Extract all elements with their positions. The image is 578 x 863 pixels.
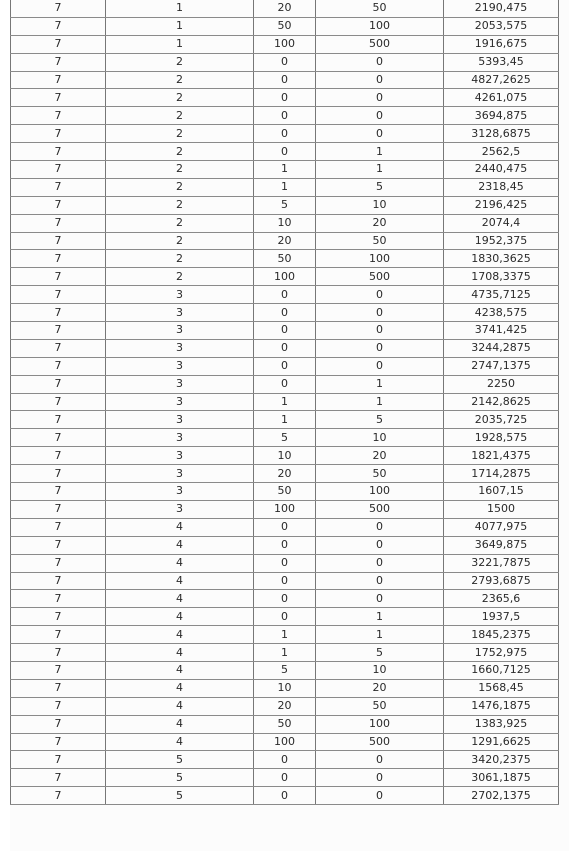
table-row — [11, 465, 559, 483]
col-d-cell: 0 — [316, 339, 444, 357]
col-d-cell: 500 — [316, 268, 444, 286]
col-d-cell: 0 — [316, 787, 444, 805]
col-b-cell: 3 — [106, 429, 254, 447]
table-row — [11, 644, 559, 662]
table-row — [11, 196, 559, 214]
table-row — [11, 322, 559, 340]
col-e-cell: 5393,45 — [444, 53, 559, 71]
col-c-cell: 0 — [254, 375, 316, 393]
col-b-cell: 4 — [106, 626, 254, 644]
col-c-cell: 0 — [254, 339, 316, 357]
col-b-cell: 3 — [106, 375, 254, 393]
col-b-cell: 4 — [106, 715, 254, 733]
col-c-cell: 1 — [254, 411, 316, 429]
col-c-cell: 0 — [254, 357, 316, 375]
col-b-cell: 4 — [106, 590, 254, 608]
col-d-cell: 0 — [316, 536, 444, 554]
col-e-cell: 3128,6875 — [444, 125, 559, 143]
col-a-cell: 7 — [11, 483, 106, 501]
col-a-cell: 7 — [11, 35, 106, 53]
table-row — [11, 769, 559, 787]
col-b-cell: 3 — [106, 393, 254, 411]
col-c-cell: 20 — [254, 465, 316, 483]
col-d-cell: 0 — [316, 53, 444, 71]
col-e-cell: 2250 — [444, 375, 559, 393]
col-d-cell: 1 — [316, 375, 444, 393]
table-row — [11, 697, 559, 715]
col-b-cell: 5 — [106, 751, 254, 769]
col-b-cell: 4 — [106, 608, 254, 626]
table-row — [11, 214, 559, 232]
table-row — [11, 733, 559, 751]
col-a-cell: 7 — [11, 53, 106, 71]
col-b-cell: 4 — [106, 733, 254, 751]
col-e-cell: 4238,575 — [444, 304, 559, 322]
col-c-cell: 20 — [254, 232, 316, 250]
col-a-cell: 7 — [11, 590, 106, 608]
table-row — [11, 35, 559, 53]
col-a-cell: 7 — [11, 107, 106, 125]
col-b-cell: 3 — [106, 304, 254, 322]
table-row — [11, 161, 559, 179]
col-e-cell: 2562,5 — [444, 143, 559, 161]
col-a-cell: 7 — [11, 429, 106, 447]
col-b-cell: 2 — [106, 161, 254, 179]
col-e-cell: 1952,375 — [444, 232, 559, 250]
col-e-cell: 2190,475 — [444, 0, 559, 17]
table-row — [11, 375, 559, 393]
col-d-cell: 0 — [316, 125, 444, 143]
col-e-cell: 1291,6625 — [444, 733, 559, 751]
col-d-cell: 5 — [316, 644, 444, 662]
table-row — [11, 71, 559, 89]
col-b-cell: 4 — [106, 644, 254, 662]
table-row — [11, 554, 559, 572]
col-b-cell: 4 — [106, 518, 254, 536]
col-c-cell: 5 — [254, 429, 316, 447]
col-a-cell: 7 — [11, 214, 106, 232]
col-d-cell: 100 — [316, 17, 444, 35]
col-b-cell: 3 — [106, 339, 254, 357]
col-e-cell: 3221,7875 — [444, 554, 559, 572]
table-row — [11, 608, 559, 626]
col-d-cell: 50 — [316, 232, 444, 250]
col-a-cell: 7 — [11, 697, 106, 715]
col-d-cell: 100 — [316, 715, 444, 733]
col-b-cell: 4 — [106, 679, 254, 697]
col-a-cell: 7 — [11, 447, 106, 465]
col-e-cell: 1845,2375 — [444, 626, 559, 644]
col-d-cell: 10 — [316, 196, 444, 214]
col-a-cell: 7 — [11, 393, 106, 411]
col-e-cell: 4077,975 — [444, 518, 559, 536]
col-e-cell: 3741,425 — [444, 322, 559, 340]
table-row — [11, 500, 559, 518]
col-b-cell: 3 — [106, 500, 254, 518]
col-a-cell: 7 — [11, 89, 106, 107]
col-e-cell: 2365,6 — [444, 590, 559, 608]
col-a-cell: 7 — [11, 250, 106, 268]
col-c-cell: 0 — [254, 590, 316, 608]
col-c-cell: 0 — [254, 304, 316, 322]
col-e-cell: 2318,45 — [444, 178, 559, 196]
col-a-cell: 7 — [11, 375, 106, 393]
scanned-table-page — [10, 0, 569, 851]
col-a-cell: 7 — [11, 304, 106, 322]
table-row — [11, 143, 559, 161]
table-row — [11, 268, 559, 286]
col-d-cell: 1 — [316, 161, 444, 179]
col-e-cell: 1928,575 — [444, 429, 559, 447]
table-row — [11, 178, 559, 196]
table-row — [11, 787, 559, 805]
col-d-cell: 0 — [316, 286, 444, 304]
col-a-cell: 7 — [11, 536, 106, 554]
table-row — [11, 536, 559, 554]
col-e-cell: 2074,4 — [444, 214, 559, 232]
col-d-cell: 500 — [316, 733, 444, 751]
table-row — [11, 590, 559, 608]
col-c-cell: 0 — [254, 518, 316, 536]
col-d-cell: 0 — [316, 769, 444, 787]
col-a-cell: 7 — [11, 17, 106, 35]
col-c-cell: 1 — [254, 393, 316, 411]
table-row — [11, 751, 559, 769]
col-d-cell: 10 — [316, 661, 444, 679]
col-d-cell: 1 — [316, 608, 444, 626]
col-c-cell: 10 — [254, 214, 316, 232]
col-a-cell: 7 — [11, 554, 106, 572]
col-a-cell: 7 — [11, 268, 106, 286]
col-a-cell: 7 — [11, 679, 106, 697]
table-row — [11, 661, 559, 679]
col-b-cell: 2 — [106, 125, 254, 143]
table-row — [11, 250, 559, 268]
col-e-cell: 1830,3625 — [444, 250, 559, 268]
col-c-cell: 0 — [254, 608, 316, 626]
col-b-cell: 1 — [106, 35, 254, 53]
col-c-cell: 0 — [254, 286, 316, 304]
col-d-cell: 0 — [316, 590, 444, 608]
table-row — [11, 357, 559, 375]
table-row — [11, 89, 559, 107]
col-e-cell: 1821,4375 — [444, 447, 559, 465]
col-c-cell: 50 — [254, 483, 316, 501]
col-b-cell: 4 — [106, 697, 254, 715]
col-b-cell: 2 — [106, 107, 254, 125]
col-d-cell: 1 — [316, 393, 444, 411]
col-b-cell: 3 — [106, 447, 254, 465]
col-b-cell: 3 — [106, 357, 254, 375]
col-e-cell: 1476,1875 — [444, 697, 559, 715]
col-e-cell: 3694,875 — [444, 107, 559, 125]
col-e-cell: 4827,2625 — [444, 71, 559, 89]
col-d-cell: 500 — [316, 500, 444, 518]
col-d-cell: 20 — [316, 214, 444, 232]
col-a-cell: 7 — [11, 715, 106, 733]
col-e-cell: 3244,2875 — [444, 339, 559, 357]
col-c-cell: 50 — [254, 715, 316, 733]
col-a-cell: 7 — [11, 286, 106, 304]
col-d-cell: 0 — [316, 357, 444, 375]
col-e-cell: 2747,1375 — [444, 357, 559, 375]
col-b-cell: 4 — [106, 554, 254, 572]
col-b-cell: 2 — [106, 143, 254, 161]
table-row — [11, 0, 559, 17]
table-row — [11, 53, 559, 71]
col-b-cell: 1 — [106, 0, 254, 17]
col-d-cell: 5 — [316, 411, 444, 429]
col-e-cell: 1708,3375 — [444, 268, 559, 286]
col-d-cell: 20 — [316, 679, 444, 697]
col-b-cell: 3 — [106, 322, 254, 340]
col-e-cell: 4261,075 — [444, 89, 559, 107]
col-d-cell: 1 — [316, 626, 444, 644]
col-d-cell: 500 — [316, 35, 444, 53]
col-b-cell: 5 — [106, 769, 254, 787]
col-a-cell: 7 — [11, 125, 106, 143]
col-a-cell: 7 — [11, 769, 106, 787]
col-d-cell: 10 — [316, 429, 444, 447]
col-a-cell: 7 — [11, 500, 106, 518]
col-c-cell: 100 — [254, 733, 316, 751]
col-a-cell: 7 — [11, 518, 106, 536]
col-d-cell: 100 — [316, 250, 444, 268]
col-c-cell: 0 — [254, 787, 316, 805]
col-b-cell: 2 — [106, 232, 254, 250]
col-e-cell: 1660,7125 — [444, 661, 559, 679]
col-c-cell: 0 — [254, 107, 316, 125]
col-a-cell: 7 — [11, 608, 106, 626]
col-e-cell: 2035,725 — [444, 411, 559, 429]
table-body — [11, 0, 559, 805]
col-a-cell: 7 — [11, 733, 106, 751]
col-b-cell: 2 — [106, 214, 254, 232]
col-c-cell: 0 — [254, 572, 316, 590]
table-row — [11, 679, 559, 697]
col-a-cell: 7 — [11, 232, 106, 250]
col-b-cell: 2 — [106, 250, 254, 268]
table-row — [11, 626, 559, 644]
col-d-cell: 0 — [316, 89, 444, 107]
col-c-cell: 10 — [254, 679, 316, 697]
col-d-cell: 100 — [316, 483, 444, 501]
col-b-cell: 5 — [106, 787, 254, 805]
col-e-cell: 2142,8625 — [444, 393, 559, 411]
col-a-cell: 7 — [11, 339, 106, 357]
col-b-cell: 4 — [106, 536, 254, 554]
col-e-cell: 3061,1875 — [444, 769, 559, 787]
col-b-cell: 2 — [106, 53, 254, 71]
col-a-cell: 7 — [11, 626, 106, 644]
col-c-cell: 100 — [254, 35, 316, 53]
col-a-cell: 7 — [11, 661, 106, 679]
table-row — [11, 339, 559, 357]
col-b-cell: 3 — [106, 465, 254, 483]
col-e-cell: 2793,6875 — [444, 572, 559, 590]
col-b-cell: 4 — [106, 572, 254, 590]
col-d-cell: 0 — [316, 322, 444, 340]
col-e-cell: 1607,15 — [444, 483, 559, 501]
col-e-cell: 1916,675 — [444, 35, 559, 53]
col-a-cell: 7 — [11, 644, 106, 662]
col-d-cell: 1 — [316, 143, 444, 161]
col-c-cell: 0 — [254, 554, 316, 572]
col-c-cell: 50 — [254, 250, 316, 268]
table-row — [11, 518, 559, 536]
col-c-cell: 20 — [254, 697, 316, 715]
col-b-cell: 3 — [106, 411, 254, 429]
col-e-cell: 2440,475 — [444, 161, 559, 179]
col-c-cell: 100 — [254, 500, 316, 518]
col-b-cell: 2 — [106, 196, 254, 214]
col-d-cell: 50 — [316, 0, 444, 17]
col-e-cell: 2053,575 — [444, 17, 559, 35]
col-a-cell: 7 — [11, 71, 106, 89]
col-d-cell: 0 — [316, 518, 444, 536]
col-e-cell: 2196,425 — [444, 196, 559, 214]
col-d-cell: 0 — [316, 71, 444, 89]
col-e-cell: 1383,925 — [444, 715, 559, 733]
col-a-cell: 7 — [11, 751, 106, 769]
col-e-cell: 1937,5 — [444, 608, 559, 626]
col-b-cell: 1 — [106, 17, 254, 35]
col-b-cell: 2 — [106, 71, 254, 89]
table-row — [11, 572, 559, 590]
col-a-cell: 7 — [11, 322, 106, 340]
col-c-cell: 0 — [254, 53, 316, 71]
data-table — [10, 0, 559, 805]
col-a-cell: 7 — [11, 196, 106, 214]
table-row — [11, 125, 559, 143]
col-c-cell: 1 — [254, 626, 316, 644]
col-e-cell: 1714,2875 — [444, 465, 559, 483]
col-a-cell: 7 — [11, 411, 106, 429]
col-c-cell: 50 — [254, 17, 316, 35]
col-b-cell: 2 — [106, 178, 254, 196]
col-d-cell: 0 — [316, 554, 444, 572]
col-c-cell: 0 — [254, 125, 316, 143]
col-b-cell: 3 — [106, 286, 254, 304]
col-e-cell: 3649,875 — [444, 536, 559, 554]
col-d-cell: 0 — [316, 572, 444, 590]
table-row — [11, 447, 559, 465]
col-d-cell: 0 — [316, 304, 444, 322]
table-row — [11, 411, 559, 429]
col-c-cell: 0 — [254, 143, 316, 161]
col-d-cell: 50 — [316, 697, 444, 715]
col-a-cell: 7 — [11, 787, 106, 805]
col-c-cell: 1 — [254, 161, 316, 179]
table-row — [11, 17, 559, 35]
col-a-cell: 7 — [11, 465, 106, 483]
col-c-cell: 1 — [254, 178, 316, 196]
col-e-cell: 1568,45 — [444, 679, 559, 697]
table-row — [11, 286, 559, 304]
col-a-cell: 7 — [11, 143, 106, 161]
col-b-cell: 2 — [106, 89, 254, 107]
col-e-cell: 2702,1375 — [444, 787, 559, 805]
col-e-cell: 1752,975 — [444, 644, 559, 662]
col-a-cell: 7 — [11, 357, 106, 375]
col-c-cell: 0 — [254, 89, 316, 107]
col-a-cell: 7 — [11, 161, 106, 179]
col-d-cell: 50 — [316, 465, 444, 483]
col-a-cell: 7 — [11, 0, 106, 17]
col-c-cell: 0 — [254, 536, 316, 554]
col-c-cell: 100 — [254, 268, 316, 286]
col-c-cell: 1 — [254, 644, 316, 662]
col-d-cell: 20 — [316, 447, 444, 465]
col-c-cell: 5 — [254, 661, 316, 679]
table-row — [11, 429, 559, 447]
table-row — [11, 715, 559, 733]
col-c-cell: 0 — [254, 71, 316, 89]
table-row — [11, 232, 559, 250]
col-e-cell: 4735,7125 — [444, 286, 559, 304]
col-b-cell: 3 — [106, 483, 254, 501]
col-b-cell: 4 — [106, 661, 254, 679]
table-row — [11, 304, 559, 322]
col-c-cell: 20 — [254, 0, 316, 17]
col-d-cell: 0 — [316, 107, 444, 125]
col-c-cell: 5 — [254, 196, 316, 214]
col-c-cell: 0 — [254, 322, 316, 340]
table-row — [11, 483, 559, 501]
col-c-cell: 0 — [254, 769, 316, 787]
col-a-cell: 7 — [11, 178, 106, 196]
col-e-cell: 1500 — [444, 500, 559, 518]
table-row — [11, 393, 559, 411]
col-b-cell: 2 — [106, 268, 254, 286]
col-a-cell: 7 — [11, 572, 106, 590]
col-c-cell: 0 — [254, 751, 316, 769]
table-row — [11, 107, 559, 125]
col-d-cell: 0 — [316, 751, 444, 769]
col-d-cell: 5 — [316, 178, 444, 196]
col-c-cell: 10 — [254, 447, 316, 465]
col-e-cell: 3420,2375 — [444, 751, 559, 769]
